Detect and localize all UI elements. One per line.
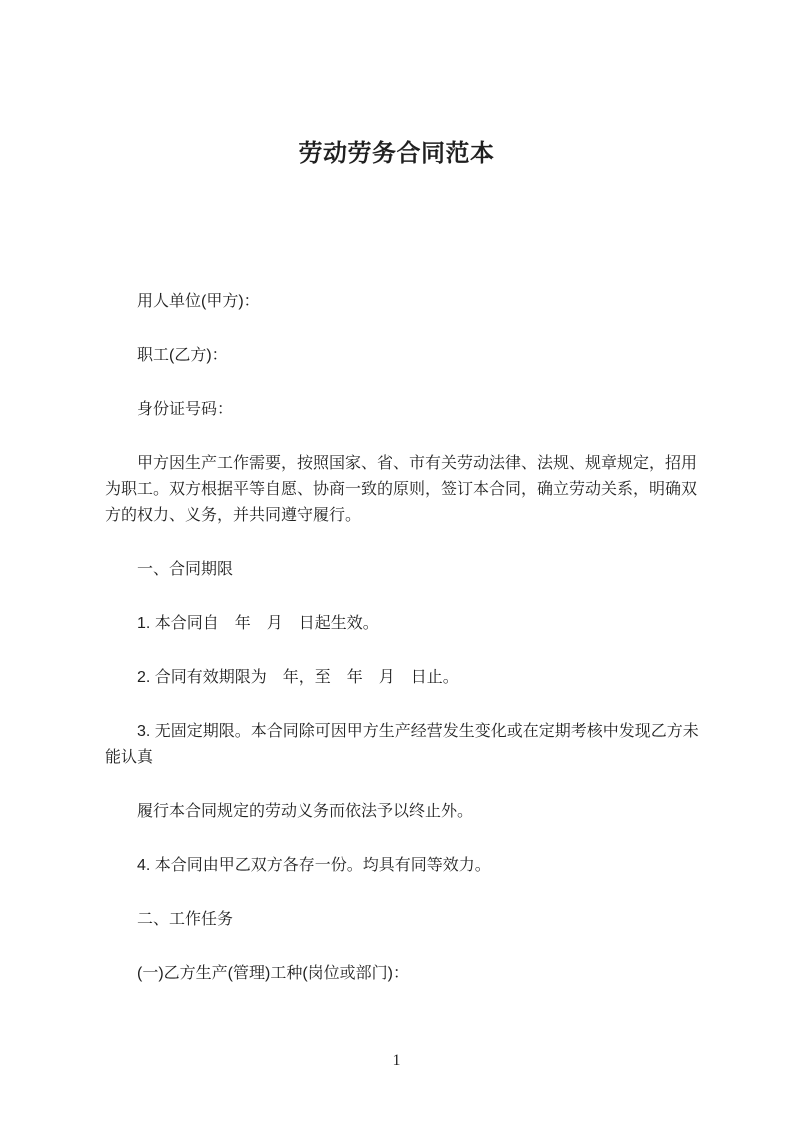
paragraph-party-b: 职工(乙方)： — [137, 347, 228, 364]
preamble-line-1: 甲方因生产工作需要，按照国家、省、市有关劳动法律、法规、规章规定，招用 — [137, 455, 698, 472]
paragraph-preamble — [105, 451, 698, 529]
section-2-heading: 二、工作任务 — [137, 911, 234, 928]
paragraph-clause-2-1: (一)乙方生产(管理)工种(岗位或部门)： — [137, 965, 409, 982]
section-1-heading: 一、合同期限 — [137, 561, 234, 578]
paragraph-clause-1-3 — [105, 719, 699, 771]
paragraph-clause-1-2: 2. 合同有效期限为 年，至 年 月 日止。 — [137, 669, 459, 686]
clause-1-3-line-2: 能认真 — [105, 749, 154, 766]
paragraph-party-a: 用人单位(甲方)： — [137, 293, 260, 310]
document-body — [105, 289, 699, 987]
preamble-line-2: 为职工。双方根据平等自愿、协商一致的原则，签订本合同，确立劳动关系，明确双 — [105, 481, 698, 498]
paragraph-clause-1-4: 4. 本合同由甲乙双方各存一份。均具有同等效力。 — [137, 857, 491, 874]
document-title: 劳动劳务合同范本 — [298, 140, 495, 167]
clause-1-3-line-1: 3. 无固定期限。本合同除可因甲方生产经营发生变化或在定期考核中发现乙方未 — [137, 723, 699, 740]
paragraph-id-number: 身份证号码： — [137, 401, 234, 418]
page-number: 1 — [392, 1052, 401, 1069]
paragraph-clause-1-3-continued: 履行本合同规定的劳动义务而依法予以终止外。 — [137, 803, 474, 820]
preamble-line-3: 方的权力、义务，并共同遵守履行。 — [105, 507, 362, 524]
paragraph-clause-1-1: 1. 本合同自 年 月 日起生效。 — [137, 615, 379, 632]
